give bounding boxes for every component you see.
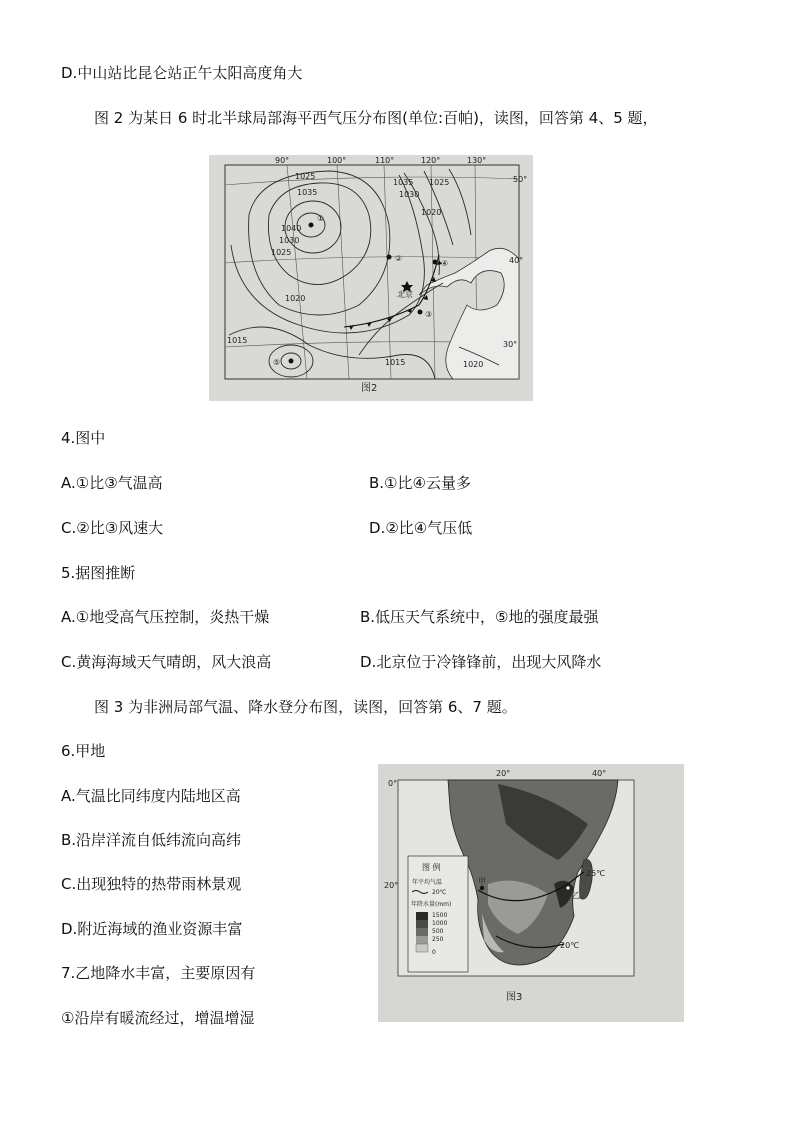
q6-option-a: A.气温比同纬度内陆地区高 <box>61 787 241 805</box>
lon-label: 100° <box>327 156 347 165</box>
legend-level: 1000 <box>432 920 448 927</box>
legend-line-item: 年平均气温 <box>412 879 443 886</box>
legend-level: 500 <box>432 928 444 935</box>
figure-2-caption: 图2 <box>361 383 378 394</box>
lat-label: 40° <box>509 256 524 265</box>
q6-option-b: B.沿岸洋流自低纬流向高纬 <box>61 831 242 849</box>
point-2-label: ② <box>395 254 403 263</box>
legend-precip-title: 年降水量(mm) <box>411 901 452 908</box>
figure-3-africa-map <box>378 764 684 1022</box>
q7-stem: 7.乙地降水丰富，主要原因有 <box>61 964 256 982</box>
legend-level: 0 <box>432 949 436 956</box>
q7-statement-1: ①沿岸有暖流经过，增温增湿 <box>61 1009 255 1027</box>
q5-option-c: C.黄海海域天气晴朗，风大浪高 <box>61 653 272 671</box>
fig2-intro: 图 2 为某日 6 时北半球局部海平西气压分布图(单位:百帕)，读图，回答第 4、5 题， <box>94 109 658 127</box>
isobar-label: 1025 <box>295 172 316 181</box>
isobar-label: 1015 <box>385 358 406 367</box>
lon-label: 40° <box>592 769 607 778</box>
point-3-label: ③ <box>425 310 433 319</box>
q4-option-b: B.①比④云量多 <box>369 474 471 492</box>
figure-3-caption: 图3 <box>506 992 523 1003</box>
q6-option-d: D.附近海域的渔业资源丰富 <box>61 920 243 938</box>
isobar-label: 1020 <box>421 208 442 217</box>
isobar-label: 1020 <box>285 294 306 303</box>
legend-level: 1500 <box>432 912 448 919</box>
point-5-label: ⑤ <box>273 358 281 367</box>
isobar-label: 1025 <box>429 178 450 187</box>
isobar-label: 1030 <box>279 236 300 245</box>
lon-label: 130° <box>467 156 487 165</box>
q6-stem: 6.甲地 <box>61 742 106 760</box>
fig3-intro: 图 3 为非洲局部气温、降水登分布图，读图，回答第 6、7 题。 <box>94 698 517 716</box>
isobar-label: 1025 <box>271 248 292 257</box>
lon-label: 120° <box>421 156 441 165</box>
isobar-label: 1035 <box>297 188 318 197</box>
q4-stem: 4.图中 <box>61 429 106 447</box>
point-1-label: ① <box>317 214 325 223</box>
q4-option-d: D.②比④气压低 <box>369 519 473 537</box>
point-4-label: ④ <box>441 259 449 268</box>
legend-line-value: 20℃ <box>432 889 447 896</box>
lat-label: 20° <box>384 881 399 890</box>
q4-option-c: C.②比③风速大 <box>61 519 164 537</box>
q5-option-b: B.低压天气系统中，⑤地的强度最强 <box>360 608 599 626</box>
q5-stem: 5.据图推断 <box>61 564 136 582</box>
lat-label: 50° <box>513 175 528 184</box>
q3-option-d: D.中山站比昆仑站正午太阳高度角大 <box>61 64 303 82</box>
lat-label: 0° <box>388 779 398 788</box>
q5-option-a: A.①地受高气压控制，炎热干燥 <box>61 608 270 626</box>
isotherm-label: 25℃ <box>586 869 606 878</box>
figure-2-pressure-map <box>209 155 533 401</box>
q5-option-d: D.北京位于冷锋锋前，出现大风降水 <box>360 653 602 671</box>
isobar-label: 1040 <box>281 224 302 233</box>
q6-option-c: C.出现独特的热带雨林景观 <box>61 875 242 893</box>
place-yi-label: 乙 <box>572 891 580 900</box>
beijing-label: 北京 <box>397 290 413 299</box>
lon-label: 20° <box>496 769 511 778</box>
isotherm-label: 20℃ <box>560 941 580 950</box>
place-jia-label: 甲 <box>478 877 486 886</box>
lon-label: 110° <box>375 156 395 165</box>
isobar-label: 1030 <box>399 190 420 199</box>
q4-option-a: A.①比③气温高 <box>61 474 163 492</box>
lat-label: 30° <box>503 340 518 349</box>
isobar-label: 1035 <box>393 178 414 187</box>
isobar-label: 1015 <box>227 336 248 345</box>
lon-label: 90° <box>275 156 290 165</box>
legend-level: 250 <box>432 936 444 943</box>
legend-title: 图 例 <box>422 863 441 872</box>
isobar-label: 1020 <box>463 360 484 369</box>
legend <box>408 856 468 972</box>
